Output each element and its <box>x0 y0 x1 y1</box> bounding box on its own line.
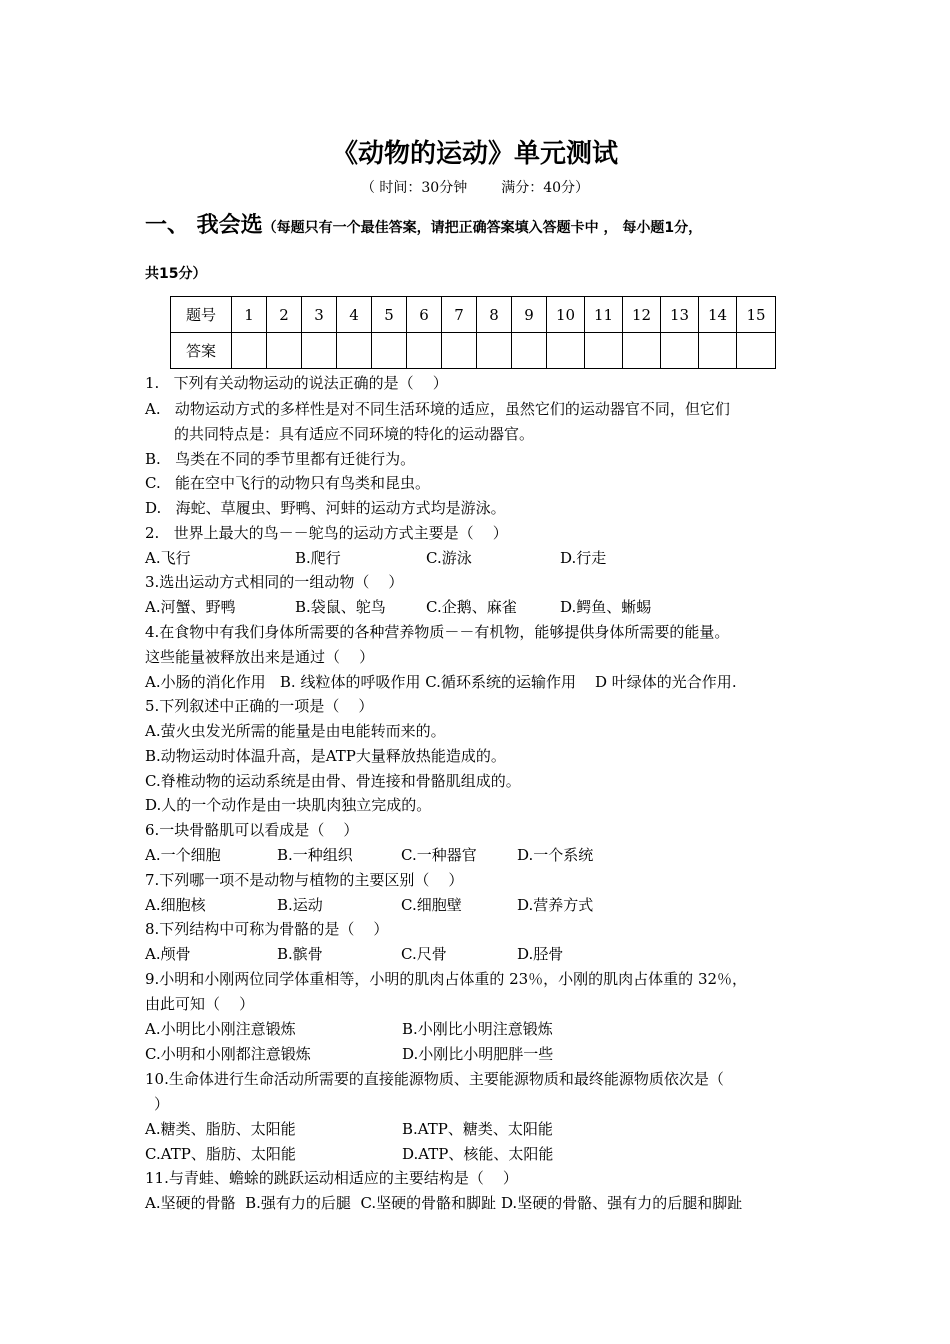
q1-option-a-cont: 的共同特点是：具有适应不同环境的特化的运动器官。 <box>174 425 535 443</box>
q-number: 9 <box>512 297 547 333</box>
q1-option-a: A. 动物运动方式的多样性是对不同生活环境的适应，虽然它们的运动器官不同，但它们 <box>145 400 730 418</box>
q3-option-d: D.鳄鱼、蜥蜴 <box>560 598 652 616</box>
q5-stem: 5.下列叙述中正确的一项是（ ） <box>145 697 374 715</box>
answer-cell[interactable] <box>512 333 547 369</box>
q6-stem: 6.一块骨骼肌可以看成是（ ） <box>145 821 359 839</box>
page-title: 《动物的运动》单元测试 <box>331 139 618 169</box>
q2-option-a: A.飞行 <box>145 549 191 567</box>
section-title: 一、 我会选 <box>145 213 263 238</box>
q4-options: A.小肠的消化作用 B. 线粒体的呼吸作用 C.循环系统的运输作用 D 叶绿体的光合作用. <box>145 673 737 691</box>
q3-option-b: B.袋鼠、鸵鸟 <box>295 598 386 616</box>
q-number: 5 <box>372 297 407 333</box>
answer-cell[interactable] <box>737 333 776 369</box>
q11-stem: 11.与青蛙、蟾蜍的跳跃运动相适应的主要结构是（ ） <box>145 1169 518 1187</box>
answer-table-number-row <box>171 297 776 333</box>
q10-option-c: C.ATP、脂肪、太阳能 <box>145 1145 296 1163</box>
q4-stem-cont: 这些能量被释放出来是通过（ ） <box>145 648 375 666</box>
q7-option-d: D.营养方式 <box>517 896 594 914</box>
answer-cell[interactable] <box>661 333 699 369</box>
q9-option-a: A.小明比小刚注意锻炼 <box>145 1020 296 1038</box>
q1-stem: 1. 下列有关动物运动的说法正确的是（ ） <box>145 374 448 392</box>
q10-option-b: B.ATP、糖类、太阳能 <box>402 1120 553 1138</box>
q3-option-a: A.河蟹、野鸭 <box>145 598 236 616</box>
q5-option-a: A.萤火虫发光所需的能量是由电能转而来的。 <box>145 722 446 740</box>
q-number: 7 <box>442 297 477 333</box>
q10-stem-cont: ） <box>154 1095 170 1113</box>
q-number: 3 <box>302 297 337 333</box>
q6-option-a: A.一个细胞 <box>145 846 221 864</box>
q1-option-b: B. 鸟类在不同的季节里都有迁徙行为。 <box>145 450 416 468</box>
answer-cell[interactable] <box>623 333 661 369</box>
answer-cell[interactable] <box>547 333 585 369</box>
exam-info <box>0 177 950 197</box>
answer-cell[interactable] <box>699 333 737 369</box>
q8-option-a: A.颅骨 <box>145 945 191 963</box>
q2-option-d: D.行走 <box>560 549 607 567</box>
q4-stem: 4.在食物中有我们身体所需要的各种营养物质－－有机物，能够提供身体所需要的能量。 <box>145 623 730 641</box>
q-number: 11 <box>585 297 623 333</box>
q8-stem: 8.下列结构中可称为骨骼的是（ ） <box>145 920 389 938</box>
time-limit: （ 时间：30分钟 <box>360 180 468 196</box>
q5-option-c: C.脊椎动物的运动系统是由骨、骨连接和骨骼肌组成的。 <box>145 772 521 790</box>
q-number: 1 <box>232 297 267 333</box>
q10-option-d: D.ATP、核能、太阳能 <box>402 1145 554 1163</box>
q9-stem-cont: 由此可知（ ） <box>145 995 255 1013</box>
answer-cell[interactable] <box>302 333 337 369</box>
q2-stem: 2. 世界上最大的鸟－－鸵鸟的运动方式主要是（ ） <box>145 524 508 542</box>
q9-option-d: D.小刚比小明肥胖一些 <box>402 1045 554 1063</box>
q1-option-d: D. 海蛇、草履虫、野鸭、河蚌的运动方式均是游泳。 <box>145 499 506 517</box>
section-note-cont: 共15分） <box>145 266 207 282</box>
q3-option-c: C.企鹅、麻雀 <box>426 598 517 616</box>
q-number: 14 <box>699 297 737 333</box>
full-score: 满分：40分） <box>501 180 590 196</box>
q-number: 10 <box>547 297 585 333</box>
q10-option-a: A.糖类、脂肪、太阳能 <box>145 1120 296 1138</box>
answer-cell[interactable] <box>337 333 372 369</box>
row-label-number: 题号 <box>171 297 232 333</box>
q7-option-b: B.运动 <box>277 896 323 914</box>
q9-stem: 9.小明和小刚两位同学体重相等，小明的肌肉占体重的 23％，小刚的肌肉占体重的 32％， <box>145 970 748 988</box>
q-number: 6 <box>407 297 442 333</box>
q7-option-a: A.细胞核 <box>145 896 206 914</box>
q2-option-b: B.爬行 <box>295 549 341 567</box>
q-number: 12 <box>623 297 661 333</box>
row-label-answer: 答案 <box>171 333 232 369</box>
q9-option-b: B.小刚比小明注意锻炼 <box>402 1020 553 1038</box>
answer-cell[interactable] <box>372 333 407 369</box>
q8-option-c: C.尺骨 <box>401 945 447 963</box>
q10-stem: 10.生命体进行生命活动所需要的直接能源物质、主要能源物质和最终能源物质依次是（ <box>145 1070 724 1088</box>
answer-cell[interactable] <box>267 333 302 369</box>
q5-option-b: B.动物运动时体温升高，是ATP大量释放热能造成的。 <box>145 747 506 765</box>
q6-option-c: C.一种器官 <box>401 846 477 864</box>
q2-option-c: C.游泳 <box>426 549 472 567</box>
q3-stem: 3.选出运动方式相同的一组动物（ ） <box>145 573 404 591</box>
q8-option-b: B.髌骨 <box>277 945 323 963</box>
answer-table-answer-row <box>171 333 776 369</box>
q-number: 15 <box>737 297 776 333</box>
answer-cell[interactable] <box>585 333 623 369</box>
q8-option-d: D.胫骨 <box>517 945 564 963</box>
q-number: 4 <box>337 297 372 333</box>
q5-option-d: D.人的一个动作是由一块肌肉独立完成的。 <box>145 796 432 814</box>
answer-cell[interactable] <box>232 333 267 369</box>
q1-option-c: C. 能在空中飞行的动物只有鸟类和昆虫。 <box>145 474 431 492</box>
q11-options: A.坚硬的骨骼 B.强有力的后腿 C.坚硬的骨骼和脚趾 D.坚硬的骨骼、强有力的后腿和脚趾 <box>145 1194 743 1212</box>
answer-cell[interactable] <box>407 333 442 369</box>
q6-option-d: D.一个系统 <box>517 846 594 864</box>
answer-table <box>170 296 776 369</box>
answer-cell[interactable] <box>442 333 477 369</box>
q7-option-c: C.细胞壁 <box>401 896 462 914</box>
q-number: 8 <box>477 297 512 333</box>
q-number: 13 <box>661 297 699 333</box>
q9-option-c: C.小明和小刚都注意锻炼 <box>145 1045 311 1063</box>
q7-stem: 7.下列哪一项不是动物与植物的主要区别（ ） <box>145 871 464 889</box>
q-number: 2 <box>267 297 302 333</box>
q6-option-b: B.一种组织 <box>277 846 353 864</box>
answer-cell[interactable] <box>477 333 512 369</box>
section-heading <box>145 211 815 243</box>
section-note: （每题只有一个最佳答案，请把正确答案填入答题卡中 ， 每小题1分， <box>262 220 703 236</box>
